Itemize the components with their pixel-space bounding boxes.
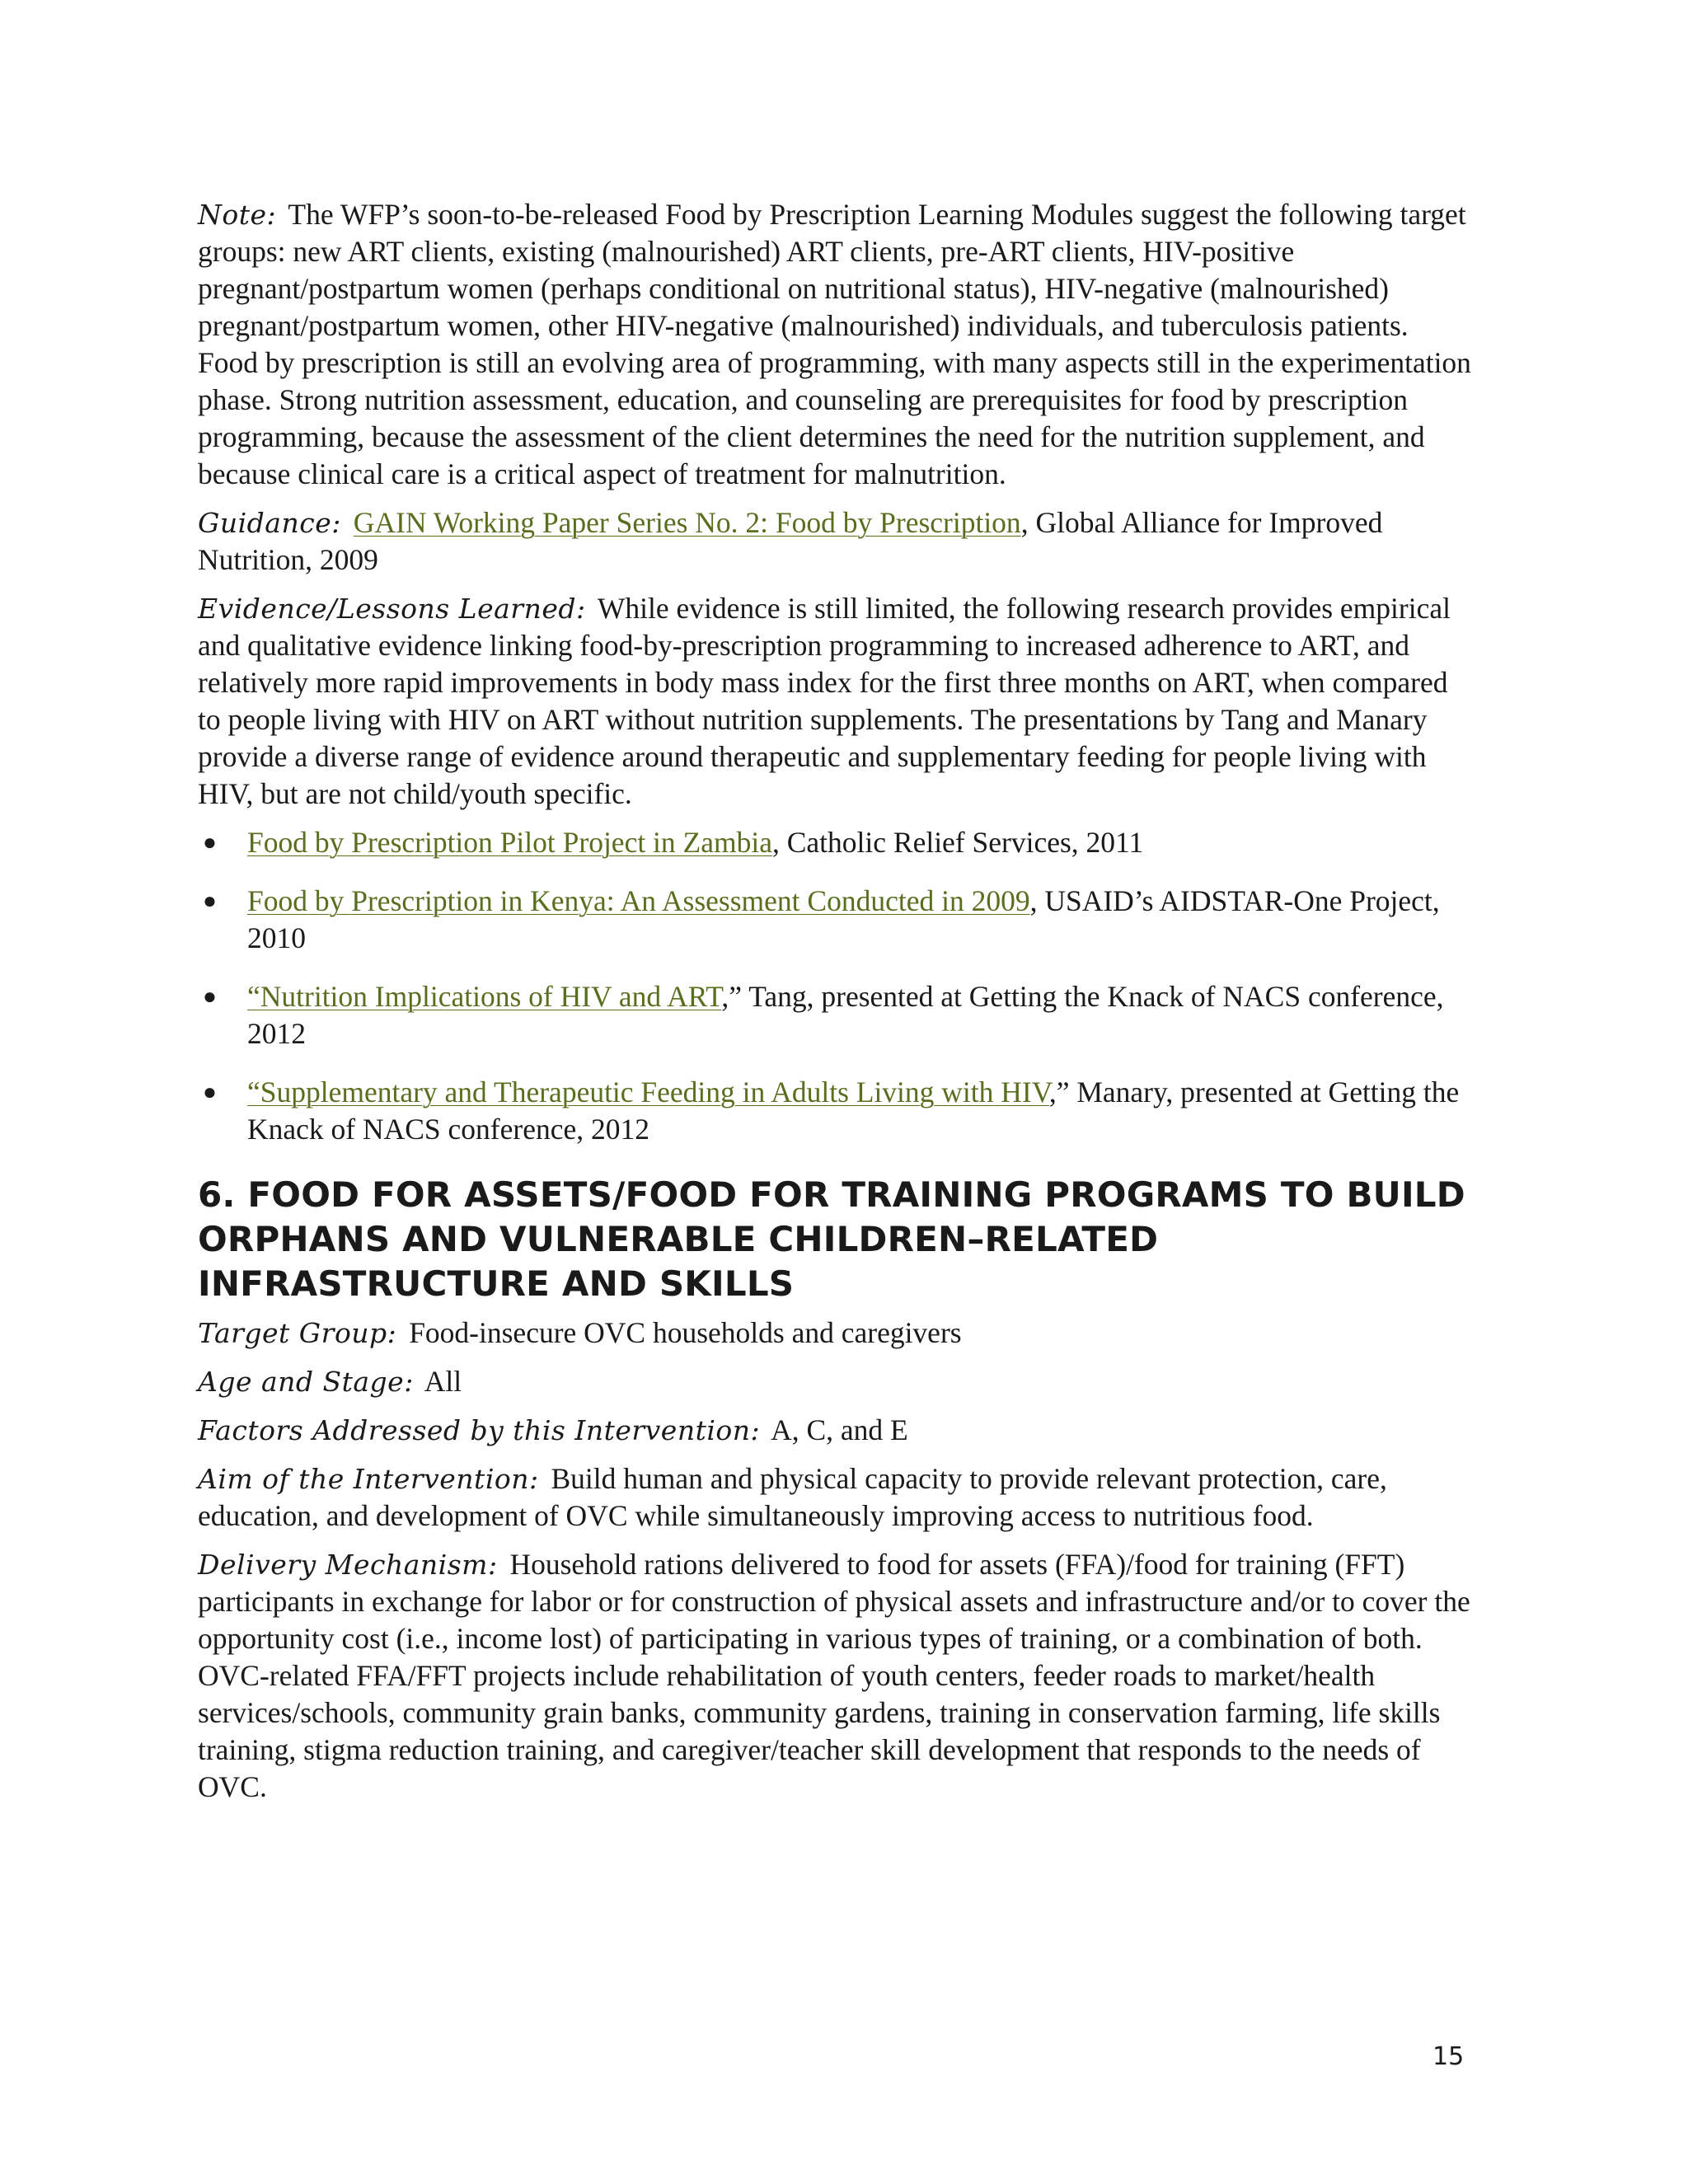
target-group-text: Food-insecure OVC households and caregivers: [409, 1316, 962, 1349]
document-page: [198, 196, 1475, 1817]
delivery-paragraph: [198, 1546, 1475, 1806]
target-group-label: Target Group:: [198, 1317, 397, 1349]
list-item: [198, 978, 1475, 1052]
age-stage-label: Age and Stage:: [198, 1366, 414, 1398]
reference-link[interactable]: Food by Prescription in Kenya: An Assessment Conducted in 2009: [247, 884, 1030, 917]
factors-text: A, C, and E: [771, 1413, 908, 1446]
delivery-text: Household rations delivered to food for assets (FFA)/food for training (FFT) participants in exchange for labor or for construction of physical assets and infrastructure and/or to cover the opportunity cost (i.e., income lost) of participating in various types of training, or a combination of both. OVC-related FFA/FFT projects include rehabilitation of youth centers, feeder roads to market/health services/schools, community grain banks, community gardens, training in conservation farming, life skills training, stigma reduction training, and caregiver/teacher skill development that responds to the needs of OVC.: [198, 1548, 1470, 1803]
list-item: [198, 824, 1475, 861]
guidance-rest: , Global Alliance for Improved Nutrition, 2009: [198, 506, 1383, 576]
evidence-text: While evidence is still limited, the following research provides empirical and qualitative evidence linking food-by-prescription programming to increased adherence to ART, and relatively more rapid improvements in body mass index for the first three months on ART, when compared to people living with HIV on ART without nutrition supplements. The presentations by Tang and Manary provide a diverse range of evidence around therapeutic and supplementary feeding for people living with HIV, but are not child/youth specific.: [198, 592, 1451, 810]
section-heading: 6. FOOD FOR ASSETS/FOOD FOR TRAINING PROGRAMS TO BUILD ORPHANS AND VULNERABLE CHILDREN–RELATED INFRASTRUCTURE AND SKILLS: [198, 1174, 1465, 1304]
target-group-paragraph: [198, 1315, 1475, 1352]
reference-rest: ,” Tang, presented at Getting the Knack of NACS conference, 2012: [247, 980, 1444, 1050]
bullet-icon: ●: [203, 984, 217, 1010]
bullet-icon: ●: [203, 830, 217, 855]
reference-rest: , Catholic Relief Services, 2011: [771, 826, 1144, 859]
reference-link[interactable]: Food by Prescription Pilot Project in Zambia: [247, 826, 772, 859]
age-stage-text: All: [424, 1365, 462, 1398]
guidance-paragraph: [198, 504, 1475, 579]
factors-paragraph: [198, 1412, 1475, 1449]
factors-label: Factors Addressed by this Intervention:: [198, 1414, 761, 1446]
page-number: 15: [1432, 2042, 1465, 2071]
delivery-label: Delivery Mechanism:: [198, 1549, 498, 1581]
evidence-label: Evidence/Lessons Learned:: [198, 593, 586, 625]
reference-rest: , USAID’s AIDSTAR-One Project, 2010: [247, 884, 1440, 954]
evidence-paragraph: [198, 590, 1475, 813]
bullet-icon: ●: [203, 1080, 217, 1105]
aim-text: Build human and physical capacity to provide relevant protection, care, education, and development of OVC while simultaneously improving access to nutritious food.: [198, 1462, 1387, 1532]
note-paragraph: [198, 196, 1475, 493]
aim-paragraph: [198, 1460, 1475, 1535]
list-item: [198, 883, 1475, 957]
list-item: [198, 1074, 1475, 1148]
aim-label: Aim of the Intervention:: [198, 1463, 539, 1495]
reference-link[interactable]: “Supplementary and Therapeutic Feeding in Adults Living with HIV: [247, 1076, 1049, 1108]
reference-link[interactable]: “Nutrition Implications of HIV and ART: [247, 980, 722, 1013]
note-label: Note:: [198, 199, 277, 231]
guidance-link[interactable]: GAIN Working Paper Series No. 2: Food by Prescription: [353, 506, 1021, 539]
note-text: The WFP’s soon-to-be-released Food by Prescription Learning Modules suggest the following target groups: new ART clients, existing (malnourished) ART clients, pre-ART clients, HIV-positive pregnant/postpartum women (perhaps conditional on nutritional status), HIV-negative (malnourished) pregnant/postpartum women, other HIV-negative (malnourished) individuals, and tuberculosis patients. Food by prescription is still an evolving area of programming, with many aspects still in the experimentation phase. Strong nutrition assessment, education, and counseling are prerequisites for food by prescription programming, because the assessment of the client determines the need for the nutrition supplement, and because clinical care is a critical aspect of treatment for malnutrition.: [198, 198, 1471, 490]
guidance-label: Guidance:: [198, 507, 341, 539]
reference-rest: ,” Manary, presented at Getting the Knack of NACS conference, 2012: [247, 1076, 1460, 1146]
reference-list: [198, 824, 1475, 1148]
bullet-icon: ●: [203, 888, 217, 914]
age-stage-paragraph: [198, 1363, 1475, 1400]
